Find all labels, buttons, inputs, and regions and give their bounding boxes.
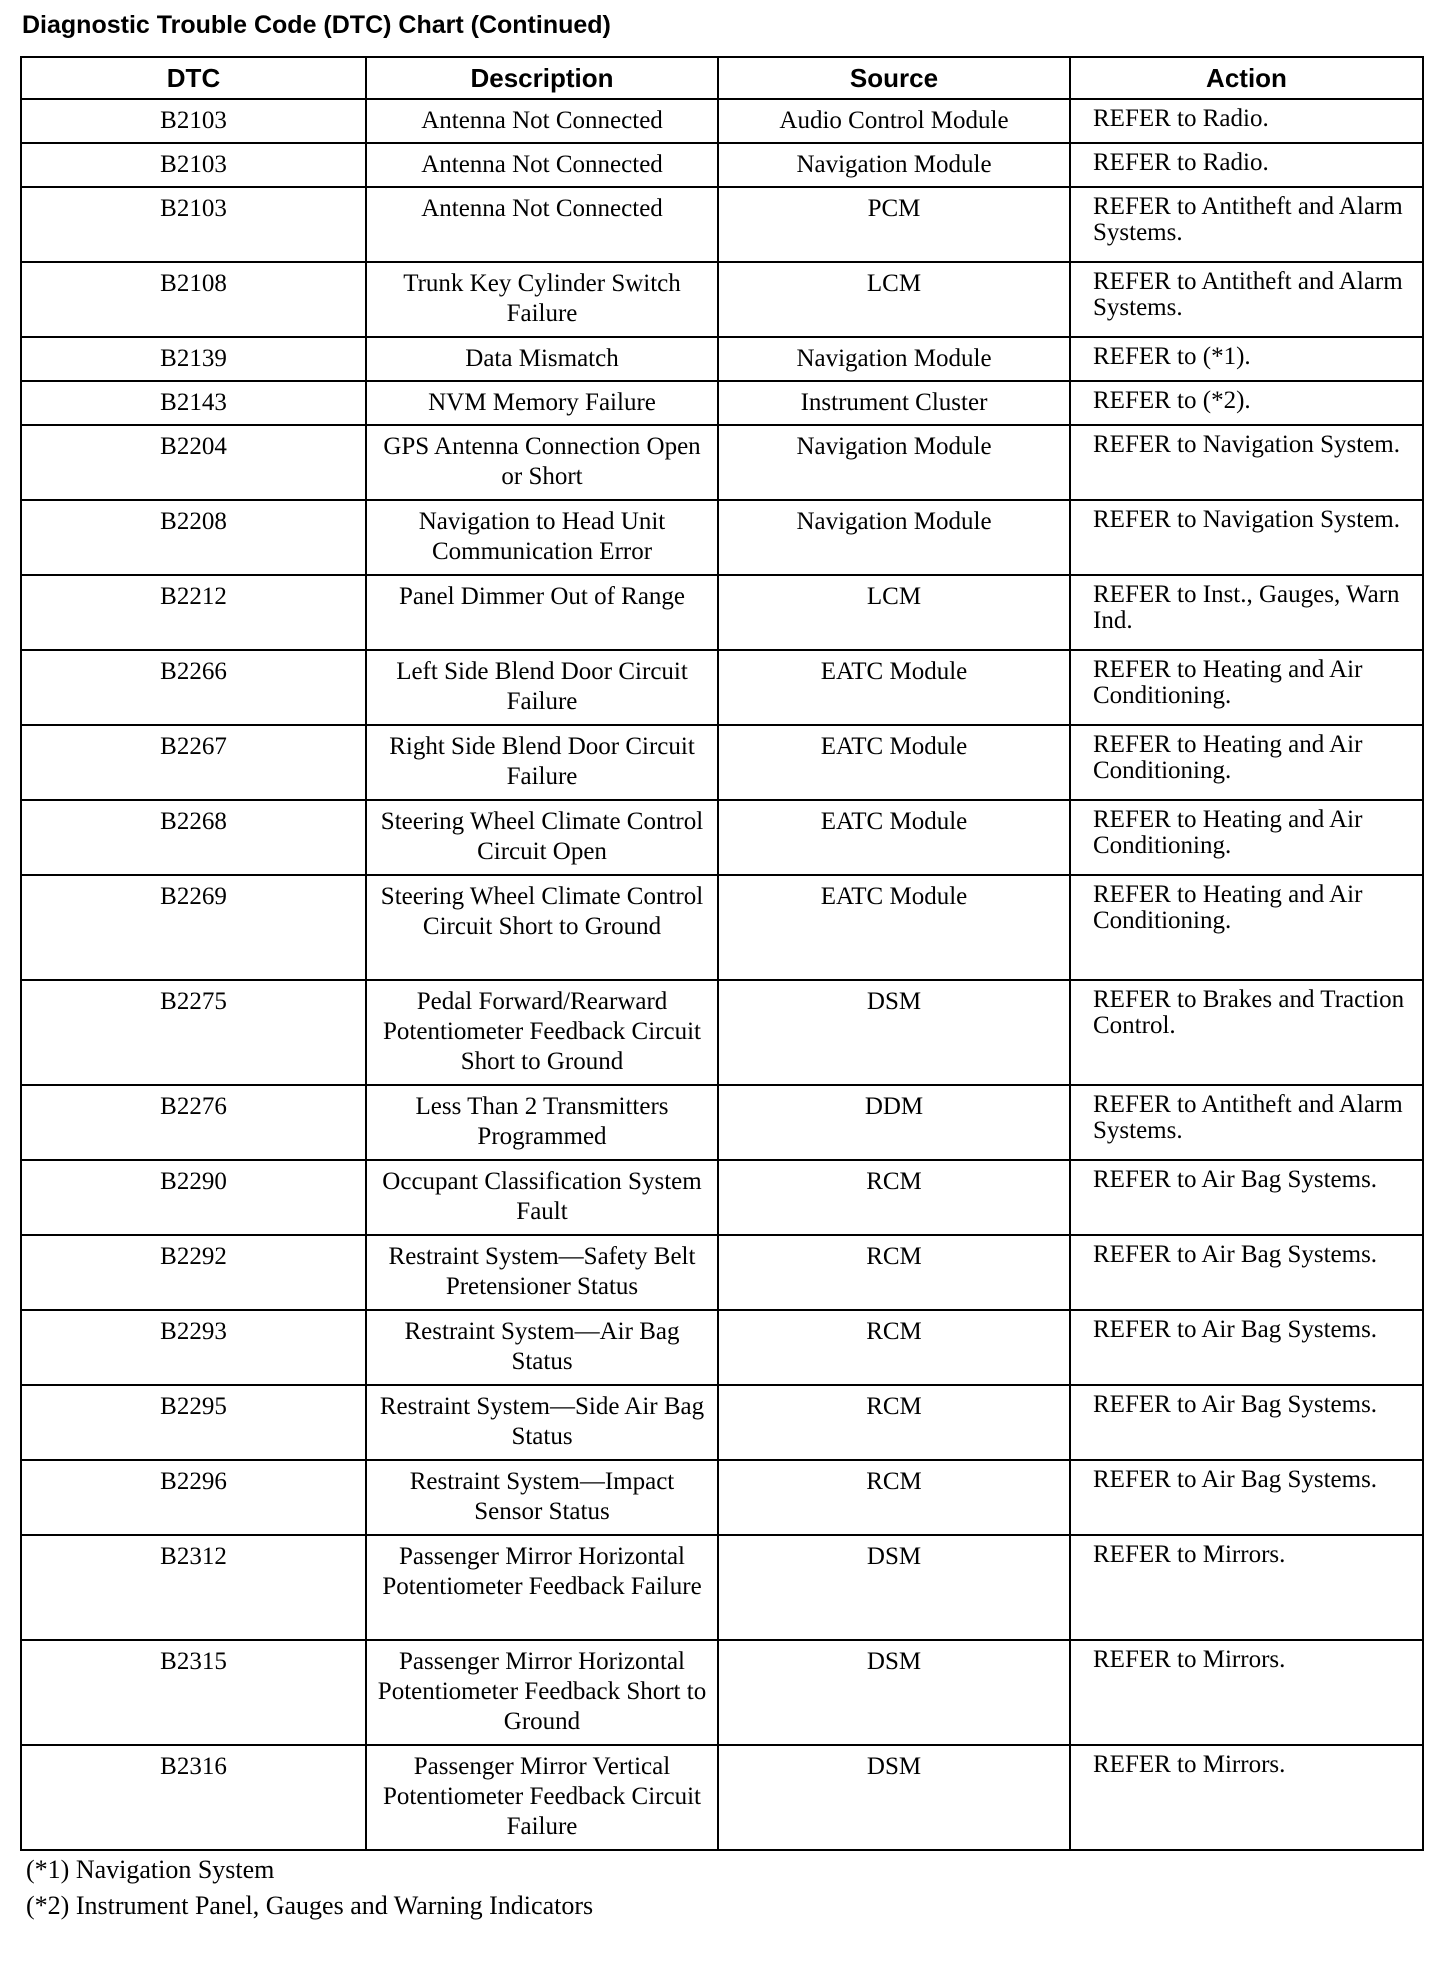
description-cell: Steering Wheel Climate Control Circuit Open <box>366 800 718 875</box>
column-header-description: Description <box>366 57 718 99</box>
description-cell: Pedal Forward/Rearward Potentiometer Feedback Circuit Short to Ground <box>366 980 718 1085</box>
footnotes <box>26 1852 593 1924</box>
dtc-cell: B2103 <box>21 143 366 187</box>
dtc-cell: B2103 <box>21 187 366 262</box>
header-row <box>21 57 1423 99</box>
table-body <box>21 99 1423 1850</box>
description-cell: Antenna Not Connected <box>366 99 718 143</box>
source-cell: Instrument Cluster <box>718 381 1070 425</box>
description-cell: Restraint System—Side Air Bag Status <box>366 1385 718 1460</box>
source-cell: RCM <box>718 1310 1070 1385</box>
dtc-cell: B2267 <box>21 725 366 800</box>
dtc-cell: B2139 <box>21 337 366 381</box>
source-cell: Navigation Module <box>718 425 1070 500</box>
description-cell: Right Side Blend Door Circuit Failure <box>366 725 718 800</box>
source-cell: Navigation Module <box>718 500 1070 575</box>
source-cell: DSM <box>718 1535 1070 1640</box>
action-cell: REFER to Air Bag Systems. <box>1070 1385 1423 1460</box>
source-cell: Audio Control Module <box>718 99 1070 143</box>
table-row <box>21 575 1423 650</box>
table-row <box>21 725 1423 800</box>
column-header-action: Action <box>1070 57 1423 99</box>
dtc-cell: B2103 <box>21 99 366 143</box>
dtc-cell: B2316 <box>21 1745 366 1850</box>
description-cell: Restraint System—Impact Sensor Status <box>366 1460 718 1535</box>
description-cell: Navigation to Head Unit Communication Error <box>366 500 718 575</box>
action-cell: REFER to Antitheft and Alarm Systems. <box>1070 1085 1423 1160</box>
dtc-cell: B2266 <box>21 650 366 725</box>
action-cell: REFER to Radio. <box>1070 143 1423 187</box>
table-row <box>21 1235 1423 1310</box>
action-cell: REFER to Navigation System. <box>1070 500 1423 575</box>
table-row <box>21 650 1423 725</box>
table-row <box>21 875 1423 980</box>
table-row <box>21 1535 1423 1640</box>
dtc-cell: B2312 <box>21 1535 366 1640</box>
table-row <box>21 425 1423 500</box>
dtc-cell: B2212 <box>21 575 366 650</box>
dtc-cell: B2108 <box>21 262 366 337</box>
action-cell: REFER to Brakes and Traction Control. <box>1070 980 1423 1085</box>
table-row <box>21 1160 1423 1235</box>
source-cell: RCM <box>718 1160 1070 1235</box>
dtc-cell: B2208 <box>21 500 366 575</box>
action-cell: REFER to Heating and Air Conditioning. <box>1070 800 1423 875</box>
description-cell: Passenger Mirror Vertical Potentiometer Feedback Circuit Failure <box>366 1745 718 1850</box>
action-cell: REFER to Antitheft and Alarm Systems. <box>1070 262 1423 337</box>
dtc-cell: B2292 <box>21 1235 366 1310</box>
action-cell: REFER to Antitheft and Alarm Systems. <box>1070 187 1423 262</box>
dtc-table <box>20 56 1424 1851</box>
action-cell: REFER to Heating and Air Conditioning. <box>1070 725 1423 800</box>
dtc-cell: B2143 <box>21 381 366 425</box>
source-cell: DSM <box>718 1745 1070 1850</box>
description-cell: Antenna Not Connected <box>366 187 718 262</box>
source-cell: EATC Module <box>718 650 1070 725</box>
table-row <box>21 337 1423 381</box>
column-header-dtc: DTC <box>21 57 366 99</box>
dtc-cell: B2290 <box>21 1160 366 1235</box>
source-cell: RCM <box>718 1460 1070 1535</box>
description-cell: Antenna Not Connected <box>366 143 718 187</box>
table-row <box>21 143 1423 187</box>
description-cell: Less Than 2 Transmitters Programmed <box>366 1085 718 1160</box>
source-cell: DSM <box>718 1640 1070 1745</box>
source-cell: RCM <box>718 1235 1070 1310</box>
source-cell: LCM <box>718 575 1070 650</box>
table-row <box>21 1460 1423 1535</box>
description-cell: NVM Memory Failure <box>366 381 718 425</box>
action-cell: REFER to Air Bag Systems. <box>1070 1235 1423 1310</box>
description-cell: Left Side Blend Door Circuit Failure <box>366 650 718 725</box>
source-cell: DSM <box>718 980 1070 1085</box>
action-cell: REFER to (*2). <box>1070 381 1423 425</box>
action-cell: REFER to Air Bag Systems. <box>1070 1310 1423 1385</box>
description-cell: Passenger Mirror Horizontal Potentiometer Feedback Short to Ground <box>366 1640 718 1745</box>
page-title: Diagnostic Trouble Code (DTC) Chart (Continued) <box>22 11 611 39</box>
table-row <box>21 1085 1423 1160</box>
source-cell: EATC Module <box>718 875 1070 980</box>
description-cell: Steering Wheel Climate Control Circuit Short to Ground <box>366 875 718 980</box>
dtc-cell: B2296 <box>21 1460 366 1535</box>
description-cell: Occupant Classification System Fault <box>366 1160 718 1235</box>
table-row <box>21 800 1423 875</box>
dtc-cell: B2268 <box>21 800 366 875</box>
source-cell: Navigation Module <box>718 337 1070 381</box>
action-cell: REFER to Heating and Air Conditioning. <box>1070 875 1423 980</box>
description-cell: GPS Antenna Connection Open or Short <box>366 425 718 500</box>
source-cell: Navigation Module <box>718 143 1070 187</box>
source-cell: LCM <box>718 262 1070 337</box>
dtc-cell: B2315 <box>21 1640 366 1745</box>
dtc-cell: B2276 <box>21 1085 366 1160</box>
table-header <box>21 57 1423 99</box>
column-header-source: Source <box>718 57 1070 99</box>
dtc-cell: B2293 <box>21 1310 366 1385</box>
action-cell: REFER to Mirrors. <box>1070 1640 1423 1745</box>
table-row <box>21 1310 1423 1385</box>
table-row <box>21 1745 1423 1850</box>
description-cell: Trunk Key Cylinder Switch Failure <box>366 262 718 337</box>
action-cell: REFER to Air Bag Systems. <box>1070 1160 1423 1235</box>
action-cell: REFER to Heating and Air Conditioning. <box>1070 650 1423 725</box>
table-row <box>21 500 1423 575</box>
source-cell: EATC Module <box>718 725 1070 800</box>
table-row <box>21 980 1423 1085</box>
table-row <box>21 381 1423 425</box>
description-cell: Data Mismatch <box>366 337 718 381</box>
source-cell: RCM <box>718 1385 1070 1460</box>
source-cell: PCM <box>718 187 1070 262</box>
dtc-cell: B2295 <box>21 1385 366 1460</box>
dtc-cell: B2275 <box>21 980 366 1085</box>
footnote-2: (*2) Instrument Panel, Gauges and Warning Indicators <box>26 1891 594 1920</box>
table-row <box>21 262 1423 337</box>
source-cell: EATC Module <box>718 800 1070 875</box>
description-cell: Panel Dimmer Out of Range <box>366 575 718 650</box>
dtc-cell: B2269 <box>21 875 366 980</box>
description-cell: Restraint System—Safety Belt Pretensioner Status <box>366 1235 718 1310</box>
source-cell: DDM <box>718 1085 1070 1160</box>
action-cell: REFER to Navigation System. <box>1070 425 1423 500</box>
table-row <box>21 99 1423 143</box>
table-row <box>21 187 1423 262</box>
action-cell: REFER to Radio. <box>1070 99 1423 143</box>
action-cell: REFER to Air Bag Systems. <box>1070 1460 1423 1535</box>
footnote-1: (*1) Navigation System <box>26 1855 275 1884</box>
action-cell: REFER to Mirrors. <box>1070 1535 1423 1640</box>
description-cell: Passenger Mirror Horizontal Potentiometer Feedback Failure <box>366 1535 718 1640</box>
table-row <box>21 1385 1423 1460</box>
description-cell: Restraint System—Air Bag Status <box>366 1310 718 1385</box>
dtc-cell: B2204 <box>21 425 366 500</box>
action-cell: REFER to (*1). <box>1070 337 1423 381</box>
action-cell: REFER to Inst., Gauges, Warn Ind. <box>1070 575 1423 650</box>
table-row <box>21 1640 1423 1745</box>
action-cell: REFER to Mirrors. <box>1070 1745 1423 1850</box>
